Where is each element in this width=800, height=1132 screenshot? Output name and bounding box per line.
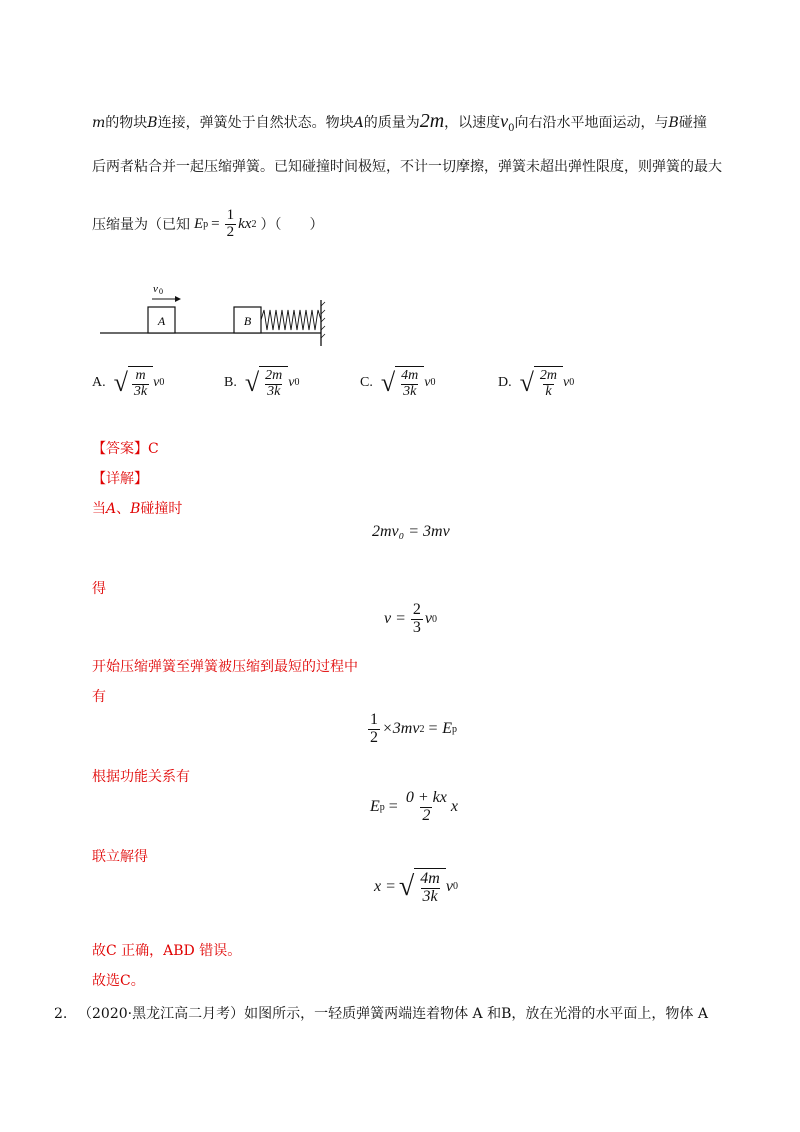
sqrt-icon: √ $\frac{4m}{3k}$	[381, 366, 424, 399]
solution-step-1: 当A、B碰撞时	[92, 501, 183, 517]
solution-choice: 故选C。	[92, 973, 145, 989]
option-d[interactable]: D. √ $\frac{2m}{k}$ v 0	[498, 367, 575, 399]
question-line-1: m的物块B连接，弹簧处于自然状态。物块A的质量为2m，以速度$v_0$向右沿水平地面运动，与B碰撞	[92, 110, 707, 134]
solution-step-4: 有	[92, 689, 106, 705]
equation-momentum: 2mv₀ = 3mv	[372, 523, 450, 540]
option-a[interactable]: A. √ $\frac{m}{3k}$ v 0	[92, 367, 165, 399]
velocity-subscript: 0	[159, 287, 163, 296]
detail-label: 【详解】	[92, 471, 148, 487]
option-c[interactable]: C. √ $\frac{4m}{3k}$ v 0	[360, 367, 436, 399]
options-row	[92, 366, 712, 399]
question-line-3: 压缩量为（已知 E p = $\frac{1}{2}$ kx 2 ）（ ）	[92, 207, 324, 240]
equation-result: x = √ $\frac{4m}{3k}$ v 0	[374, 870, 458, 905]
solution-conclusion: 故C 正确，ABD 错误。	[92, 943, 242, 959]
given-energy-formula: E p = $\frac{1}{2}$ kx 2	[194, 207, 257, 240]
collision-spring-figure	[95, 278, 330, 348]
sqrt-icon: √ $\frac{4m}{3k}$	[399, 868, 446, 906]
sqrt-icon: √ $\frac{2m}{3k}$	[245, 366, 288, 399]
solution-step-3: 开始压缩弹簧至弹簧被压缩到最短的过程中	[92, 659, 358, 675]
option-b[interactable]: B. √ $\frac{2m}{3k}$ v 0	[224, 367, 300, 399]
spring-coil	[261, 310, 321, 330]
next-question: 2. （2020·黑龙江高二月考）如图所示，一轻质弹簧两端连着物体 A 和B，放在光滑的水平面上，物体 A	[54, 1006, 708, 1022]
sqrt-icon: √ $\frac{2m}{k}$	[520, 366, 563, 399]
sqrt-icon: √ $\frac{m}{3k}$	[114, 366, 154, 399]
block-a-label: A	[157, 314, 166, 328]
solution-step-5: 根据功能关系有	[92, 769, 190, 785]
answer-label: 【答案】C	[92, 441, 159, 457]
question-line-2: 后两者粘合并一起压缩弹簧。已知碰撞时间极短，不计一切摩擦，弹簧未超出弹性限度，则弹簧的最大	[92, 159, 722, 175]
velocity-arrowhead	[175, 296, 181, 302]
equation-kinetic-energy: $\frac{1}{2}$ ×3mv 2 = E p	[370, 711, 458, 746]
equation-work-energy: E p = $\frac{0 + kx}{2}$ x	[370, 789, 458, 824]
equation-velocity: v = $\frac{2}{3}$ v 0	[384, 601, 438, 636]
solution-step-2: 得	[92, 581, 106, 597]
block-b-label: B	[243, 314, 252, 328]
solution-step-6: 联立解得	[92, 849, 148, 865]
velocity-label: v	[153, 283, 158, 295]
